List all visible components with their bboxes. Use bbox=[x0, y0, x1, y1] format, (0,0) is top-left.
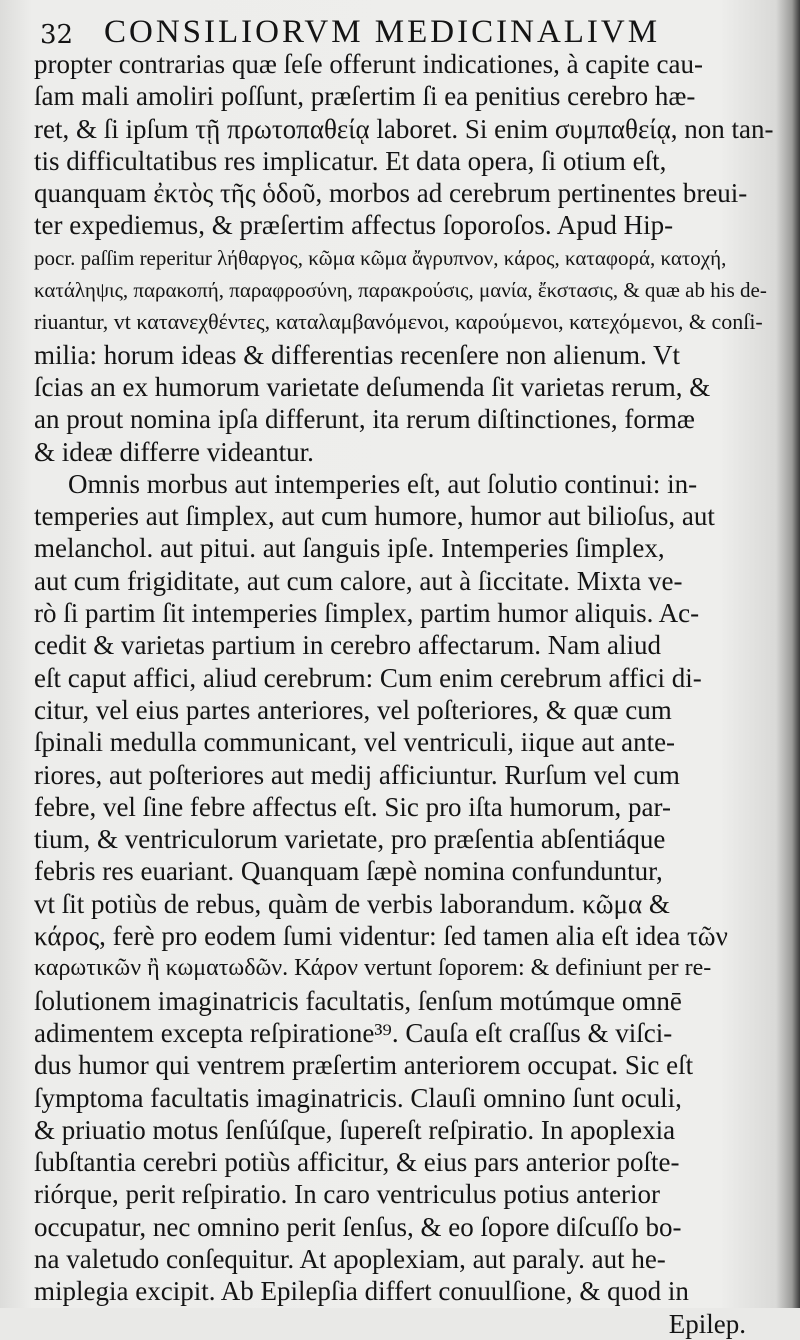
page-number: 32 bbox=[40, 20, 74, 50]
text-line: ſcias an ex humorum varietate deſumenda ſit varietas rerum, & bbox=[34, 371, 711, 402]
text-line: aut cum frigiditate, aut cum calore, aut à ſiccitate. Mixta ve- bbox=[34, 565, 683, 596]
running-head: CONSILIORVM MEDICINALIVM bbox=[104, 14, 661, 50]
text-line: κάρος, ferè pro eodem ſumi videntur: ſed tamen alia eſt idea τῶν bbox=[34, 921, 728, 952]
text-line: milia: horum ideas & differentias recenſere non alienum. Vt bbox=[34, 339, 681, 370]
text-line: riores, aut poſteriores aut medij afficiuntur. Rurſum vel cum bbox=[34, 759, 680, 790]
text-line: miplegia excipit. Ab Epilepſia differt conuulſione, & quod in bbox=[34, 1276, 689, 1307]
text-line: ter expediemus, & præſertim affectus ſoporoſos. Apud Hip- bbox=[34, 210, 674, 241]
text-line: quanquam ἐκτὸς τῆς ὁδοῦ, morbos ad cerebrum pertinentes breui- bbox=[34, 178, 748, 209]
text-line: ſymptoma facultatis imaginatricis. Clauſi omnino ſunt oculi, bbox=[34, 1082, 682, 1113]
text-line: occupatur, nec omnino perit ſenſus, & eo ſopore diſcuſſo bo- bbox=[34, 1211, 682, 1242]
text-line: ſpinali medulla communicant, vel ventriculi, iique aut ante- bbox=[34, 727, 676, 758]
text-line: melanchol. aut pitui. aut ſanguis ipſe. Intemperies ſimplex, bbox=[34, 533, 665, 564]
text-line: adimentem excepta reſpiratione³⁹. Cauſa eſt craſſus & viſci- bbox=[34, 1017, 673, 1048]
text-line: rò ſi partim ſit intemperies ſimplex, partim humor aliquis. Ac- bbox=[34, 598, 700, 629]
catchword-line bbox=[34, 1308, 754, 1340]
text-line: na valetudo conſequitur. At apoplexiam, aut paraly. aut he- bbox=[34, 1243, 666, 1274]
text-line: & priuatio motus ſenſúſque, ſupereſt reſpiratio. In apoplexia bbox=[34, 1114, 676, 1145]
paragraph-start-line: Omnis morbus aut intemperies eſt, aut ſolutio continui: in- bbox=[68, 468, 698, 499]
text-line: κατάληψις, παρακοπή, παραφροσύνη, παρακρούσις, μανία, ἔκστασις, & quæ ab his de- bbox=[34, 278, 767, 303]
text-line: riuantur, vt κατανεχθέντες, καταλαμβανόμενοι, καρούμενοι, κατεχόμενοι, & conſi- bbox=[34, 309, 763, 335]
text-line: riórque, perit reſpiratio. In caro ventriculus potius anterior bbox=[34, 1179, 661, 1210]
text-line: ſubſtantia cerebri potiùs afficitur, & eius pars anterior poſte- bbox=[34, 1147, 680, 1178]
text-line: an prout nomina ipſa differunt, ita rerum diſtinctiones, formæ bbox=[34, 404, 695, 435]
text-line: febre, vel ſine febre affectus eſt. Sic pro iſta humorum, par- bbox=[34, 791, 671, 822]
text-line: tis difficultatibus res implicatur. Et data opera, ſi otium eſt, bbox=[34, 145, 667, 176]
text-line: cedit & varietas partium in cerebro affectarum. Nam aliud bbox=[34, 630, 661, 661]
text-line: ſam mali amoliri poſſunt, præſertim ſi ea penitius cerebro hæ- bbox=[34, 81, 696, 112]
text-line: ſolutionem imaginatricis facultatis, ſenſum motúmque omnē bbox=[34, 985, 682, 1016]
text-line: febris res euariant. Quanquam ſæpè nomina confunduntur, bbox=[34, 856, 663, 887]
text-line: vt ſit potiùs de rebus, quàm de verbis laborandum. κῶμα & bbox=[34, 888, 670, 919]
text-line: eſt caput affici, aliud cerebrum: Cum enim cerebrum affici di- bbox=[34, 662, 702, 693]
text-line: temperies aut ſimplex, aut cum humore, humor aut bilioſus, aut bbox=[34, 501, 715, 532]
text-line: propter contrarias quæ ſeſe offerunt indicationes, à capite cau- bbox=[34, 49, 703, 79]
catchword: Epilep. bbox=[668, 1308, 746, 1339]
text-line: dus humor qui ventrem præſertim anteriorem occupat. Sic eſt bbox=[34, 1050, 694, 1081]
text-line: καρωτικῶν ἢ κωματωδῶν. Κάρον vertunt ſoporem: & definiunt per re- bbox=[34, 955, 712, 982]
text-line: & ideæ differre videantur. bbox=[34, 436, 314, 467]
text-line: citur, vel eius partes anteriores, vel poſteriores, & quæ cum bbox=[34, 694, 672, 725]
text-line: pocr. paſſim reperitur λήθαργος, κῶμα κῶμα ἄγρυπνον, κάρος, καταφορά, κατοχή, bbox=[34, 245, 727, 270]
text-line: ret, & ſi ipſum τῇ πρωτοπαθείᾳ laboret. Si enim συμπαθείᾳ, non tan- bbox=[34, 113, 774, 144]
text-line: tium, & ventriculorum varietate, pro præſentia abſentiáque bbox=[34, 824, 666, 855]
body-text bbox=[34, 48, 774, 1340]
